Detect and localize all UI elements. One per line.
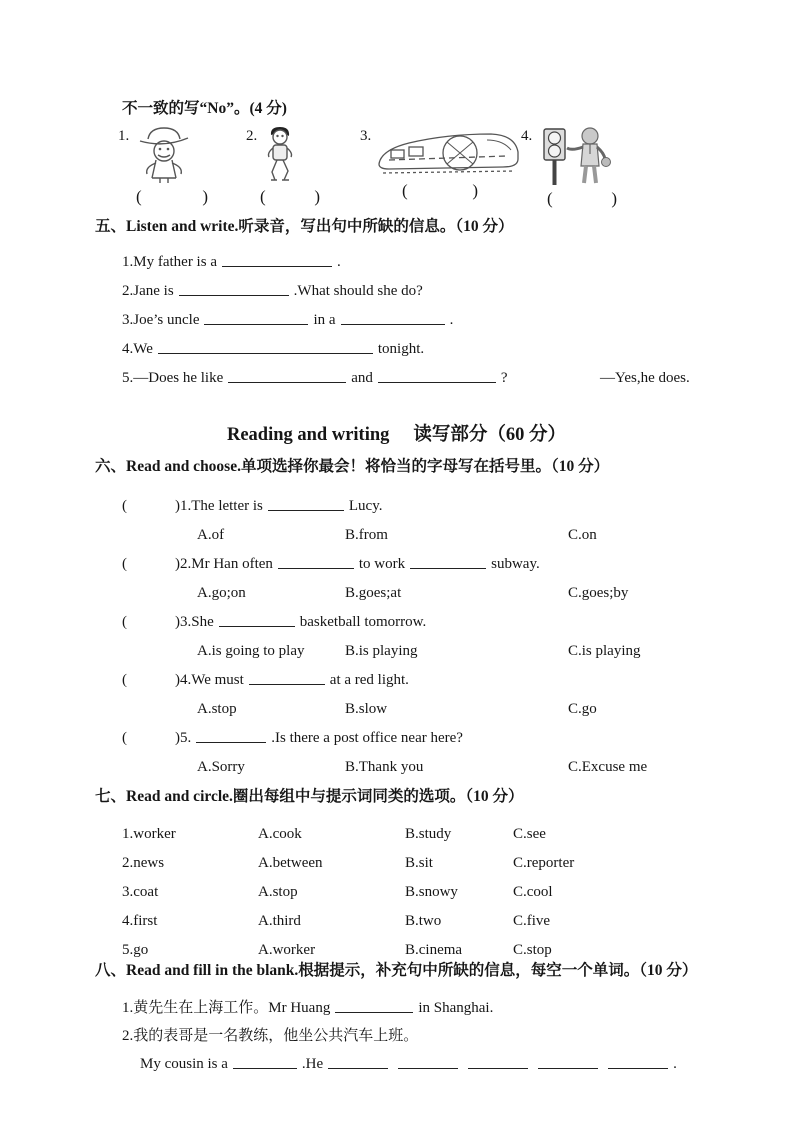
text-run: )3.She [175, 614, 214, 630]
text-run: ( [122, 556, 127, 572]
option-a: A.stop [258, 884, 298, 900]
option-b: B.study [405, 826, 452, 842]
picture-number: 3. [360, 128, 372, 144]
man-with-hat-picture [133, 126, 195, 184]
train-icon [375, 126, 523, 178]
picture-top [521, 126, 617, 186]
picture-item [246, 126, 320, 207]
option-b: B.snowy [405, 884, 458, 900]
answer-blank [268, 498, 344, 511]
paren-right: ) [472, 181, 478, 200]
text-run: subway. [491, 556, 540, 572]
walking-boy-picture [261, 126, 299, 184]
picture-row [0, 126, 793, 218]
text-run: ? [500, 370, 508, 386]
option-b: B.from [345, 527, 388, 543]
text-run: 4.We [122, 341, 153, 357]
fill-blank-line [122, 994, 793, 1022]
option-b: B.two [405, 913, 442, 929]
answer-blank [468, 1056, 528, 1069]
prompt-word: 1.worker [122, 826, 176, 842]
section-eight-header: 八、Read and fill in the blank.根据提示，补充句中所缺的信息，每空一个单词。（10 分） [95, 962, 698, 979]
text-run: ( [122, 672, 127, 688]
text-run: 1.黄先生在上海工作。Mr Huang [122, 1000, 331, 1016]
option-a: A.of [197, 527, 225, 543]
picture-item [118, 126, 208, 207]
text-run: ( [122, 730, 127, 746]
text-run: tonight. [377, 341, 425, 357]
answer-blank [179, 283, 289, 296]
picture-top [360, 126, 523, 178]
picture-number: 4. [521, 128, 533, 144]
text-run: )1.The letter is [175, 498, 263, 514]
text-run: .What should she do? [293, 283, 423, 299]
option-b: B.Thank you [345, 759, 424, 775]
answer-blank [228, 370, 346, 383]
paren-right: ) [611, 189, 617, 208]
paren-left: ( [547, 189, 553, 208]
paren-left: ( [402, 181, 408, 200]
choice-options-row [0, 695, 793, 724]
answer-blank [278, 556, 354, 569]
option-c: C.stop [513, 942, 552, 958]
picture-number: 1. [118, 128, 130, 144]
fill-blank-line [140, 1050, 793, 1078]
text-run: My cousin is a [140, 1056, 228, 1072]
option-c: C.on [568, 527, 597, 543]
answer-blank [335, 1000, 413, 1013]
paren-right: ) [202, 187, 208, 206]
text-run: to work [358, 556, 406, 572]
prompt-word: 4.first [122, 913, 158, 929]
text-run: )5. [175, 730, 192, 746]
choice-question-stem [122, 666, 793, 695]
section-listen-and-write [0, 216, 793, 393]
text-run: ( [122, 614, 127, 630]
choice-options-row [0, 579, 793, 608]
option-c: C.reporter [513, 855, 575, 871]
section-five-header: 五、Listen and write.听录音，写出句中所缺的信息。（10 分） [95, 218, 514, 235]
text-run: )4.We must [175, 672, 244, 688]
option-c: C.see [513, 826, 546, 842]
text-run: Lucy. [348, 498, 383, 514]
option-c: C.go [568, 701, 597, 717]
option-b: B.sit [405, 855, 433, 871]
text-run: . [336, 254, 341, 270]
picture-top [246, 126, 320, 184]
heading-chinese: 读写部分（60 分） [413, 425, 567, 445]
heading-english: Reading and writing [226, 425, 390, 445]
answer-blank [158, 341, 373, 354]
option-c: C.five [513, 913, 551, 929]
answer-blank [538, 1056, 598, 1069]
picture-top [118, 126, 208, 184]
section-six-header: 六、Read and choose.单项选择你最会！将恰当的字母写在括号里。（10 分） [95, 458, 610, 475]
choice-options-row [0, 637, 793, 666]
text-run: )2.Mr Han often [175, 556, 273, 572]
answer-blank [328, 1056, 388, 1069]
reading-writing-heading [0, 420, 793, 446]
text-run: 1.My father is a [122, 254, 217, 270]
answer-blank [249, 672, 325, 685]
answer-blank [608, 1056, 668, 1069]
text-run: .He [301, 1056, 324, 1072]
option-c: C.is playing [568, 643, 641, 659]
answer-text: —Yes,he does. [600, 370, 690, 386]
option-a: A.go;on [197, 585, 246, 601]
answer-blank [219, 614, 295, 627]
picture-item [521, 126, 617, 209]
choice-options-row [0, 521, 793, 550]
text-run: 2.我的表哥是一名教练，他坐公共汽车上班。 [122, 1028, 419, 1044]
walking-boy-icon [261, 126, 299, 184]
listen-write-line [122, 248, 793, 277]
paren-right: ) [314, 187, 320, 206]
picture-item [360, 126, 523, 201]
listen-write-line [122, 306, 793, 335]
option-a: A.Sorry [197, 759, 245, 775]
prompt-word: 3.coat [122, 884, 159, 900]
section-read-and-choose [0, 456, 793, 782]
text-run: .Is there a post office near here? [271, 730, 463, 746]
option-a: A.between [258, 855, 323, 871]
prompt-word: 2.news [122, 855, 165, 871]
train-picture [375, 126, 523, 178]
option-a: A.third [258, 913, 301, 929]
instruction-line: 不一致的写“No”。(4 分) [122, 100, 287, 117]
choice-question-stem [122, 492, 793, 521]
text-run: . [449, 312, 454, 328]
text-run: in a [313, 312, 336, 328]
listen-write-line [122, 364, 793, 393]
option-a: A.is going to play [197, 643, 305, 659]
option-a: A.stop [197, 701, 237, 717]
section-read-and-circle [0, 786, 793, 965]
listen-write-line [122, 277, 793, 306]
word-group-row [0, 907, 793, 936]
answer-parentheses [402, 181, 478, 201]
fill-blank-line [122, 1022, 793, 1050]
text-run: 2.Jane is [122, 283, 174, 299]
answer-blank [410, 556, 486, 569]
option-b: B.slow [345, 701, 388, 717]
text-run: at a red light. [329, 672, 409, 688]
option-b: B.cinema [405, 942, 463, 958]
section-fill-in-blank [0, 960, 793, 1078]
answer-blank [196, 730, 266, 743]
picture-number: 2. [246, 128, 258, 144]
word-group-row [0, 820, 793, 849]
traffic-light-officer-icon [536, 126, 616, 186]
text-run: . [673, 1056, 677, 1072]
choice-options-row [0, 753, 793, 782]
answer-blank [341, 312, 445, 325]
section-seven-header: 七、Read and circle.圈出每组中与提示词同类的选项。（10 分） [95, 788, 524, 805]
answer-blank [233, 1056, 297, 1069]
option-c: C.goes;by [568, 585, 629, 601]
text-run: and [351, 370, 373, 386]
paren-left: ( [260, 187, 266, 206]
text-run: basketball tomorrow. [299, 614, 427, 630]
text-run: ( [122, 498, 127, 514]
answer-blank [204, 312, 308, 325]
answer-blank [222, 254, 332, 267]
answer-blank [398, 1056, 458, 1069]
word-group-row [0, 878, 793, 907]
man-with-hat-icon [133, 126, 195, 184]
paren-left: ( [136, 187, 142, 206]
answer-parentheses [260, 187, 320, 207]
text-run: 3.Joe’s uncle [122, 312, 200, 328]
option-a: A.cook [258, 826, 302, 842]
option-a: A.worker [258, 942, 316, 958]
choice-question-stem [122, 550, 793, 579]
answer-blank [378, 370, 496, 383]
word-group-row [0, 849, 793, 878]
choice-question-stem [122, 608, 793, 637]
option-b: B.goes;at [345, 585, 402, 601]
prompt-word: 5.go [122, 942, 149, 958]
text-run: 5.—Does he like [122, 370, 224, 386]
text-run: in Shanghai. [418, 1000, 494, 1016]
option-b: B.is playing [345, 643, 418, 659]
option-c: C.Excuse me [568, 759, 648, 775]
listen-write-line [122, 335, 793, 364]
answer-parentheses [136, 187, 208, 207]
choice-question-stem [122, 724, 793, 753]
answer-parentheses [547, 189, 617, 209]
traffic-light-officer-picture [536, 126, 616, 186]
option-c: C.cool [513, 884, 553, 900]
